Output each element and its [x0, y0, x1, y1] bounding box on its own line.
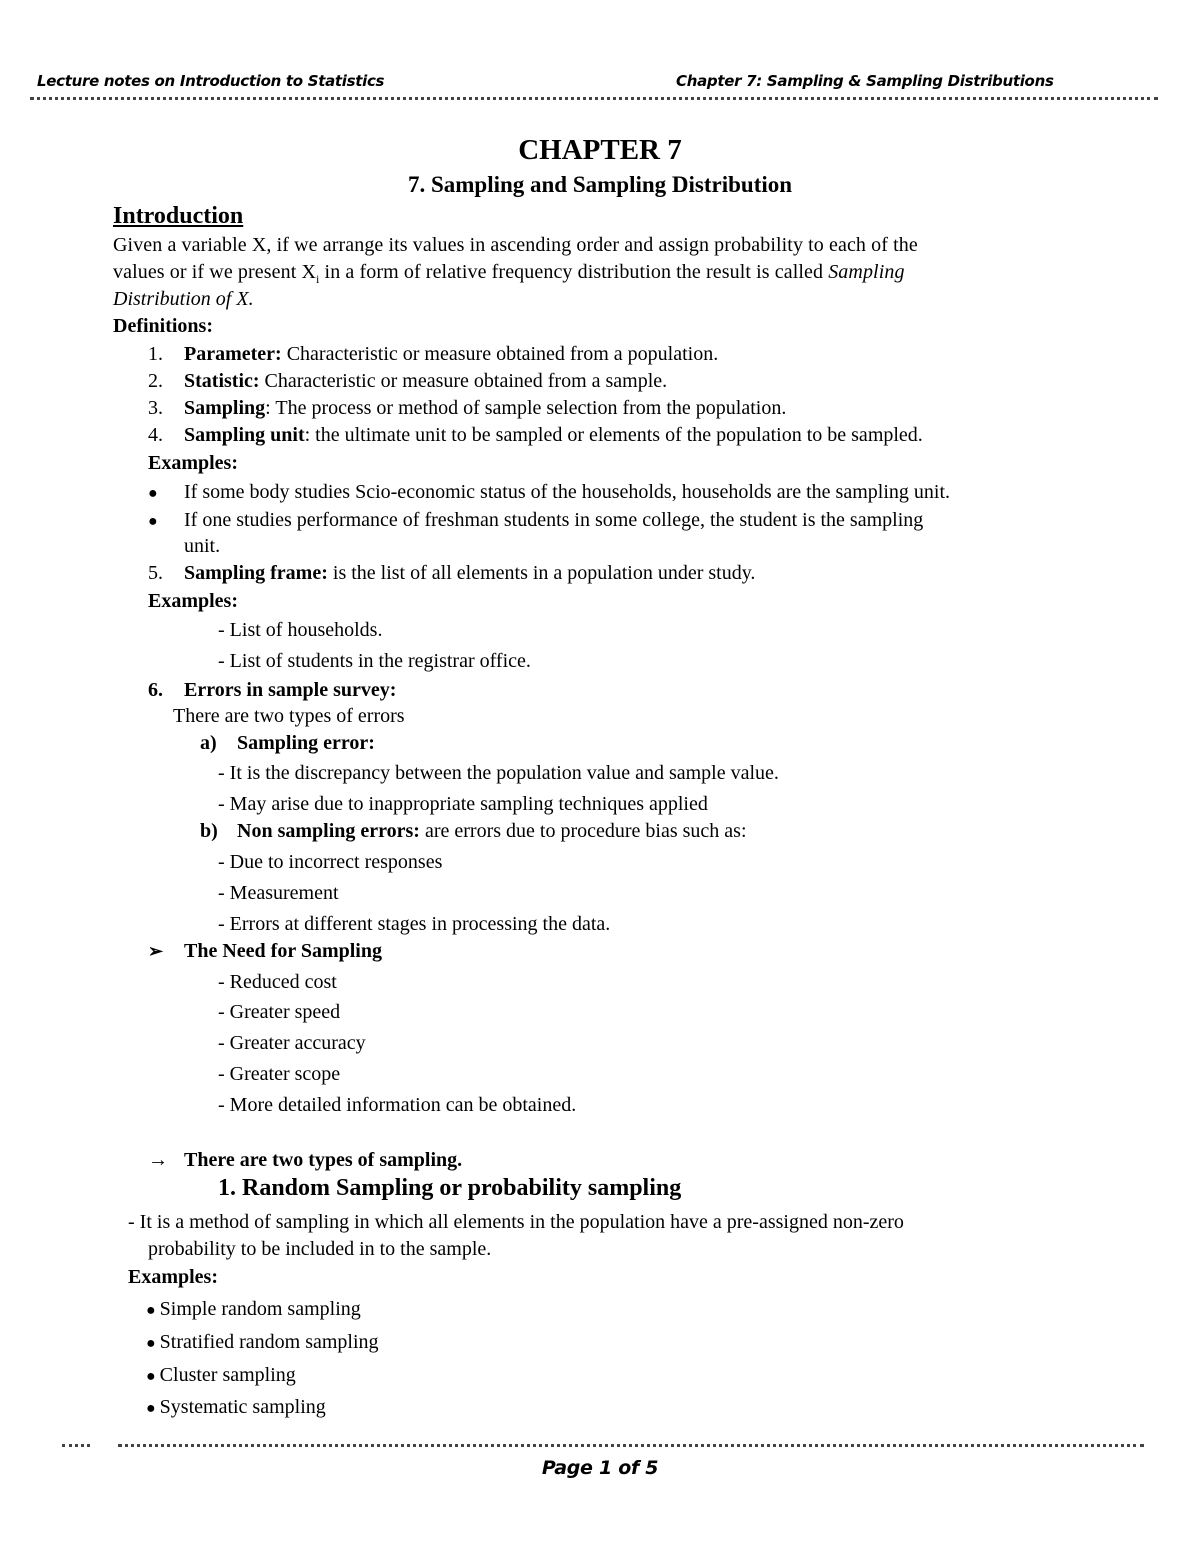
need-heading [148, 940, 382, 963]
non-sampling-error-item-1 [218, 851, 442, 874]
dash-icon: - [218, 619, 230, 641]
definition-text: Characteristic or measure obtained from a sample. [259, 370, 668, 392]
frame-example-text: List of households. [229, 619, 383, 641]
definition-item-2 [148, 370, 667, 393]
error-label: b) [200, 820, 218, 842]
error-item-text: Due to incorrect responses [229, 851, 443, 873]
example-text: If one studies performance of freshman students in some college, the student is the sampling [184, 509, 924, 531]
errors-heading [148, 679, 396, 702]
frame-example-1 [218, 619, 382, 642]
intro-line-1: Given a variable X, if we arrange its values in ascending order and assign probability to each of the [113, 234, 918, 256]
header-divider [30, 97, 1158, 100]
footer-divider [118, 1444, 1144, 1447]
need-title: The Need for Sampling [184, 940, 382, 962]
intro-subscript: i [316, 272, 320, 286]
example-bullet-1 [148, 481, 950, 504]
dash-icon: - [218, 1094, 230, 1116]
definition-text: : The process or method of sample selection from the population. [265, 397, 787, 419]
need-item-5 [218, 1094, 576, 1117]
random-sampling-desc-1 [128, 1211, 904, 1234]
dash-icon: - [218, 650, 230, 672]
definition-term: Statistic: [184, 370, 260, 392]
non-sampling-error-item-2 [218, 882, 339, 905]
bullet-icon: ● [146, 1400, 160, 1417]
intro-line-3: Distribution of X. [113, 288, 254, 310]
error-label: a) [200, 732, 217, 754]
errors-title: Errors in sample survey: [184, 679, 397, 701]
right-arrow-icon: → [148, 1149, 168, 1171]
dash-icon: - [128, 1211, 140, 1233]
definition-text: : the ultimate unit to be sampled or elements of the population to be sampled. [304, 424, 923, 446]
sampling-error-item-2 [218, 793, 708, 816]
frame-example-2 [218, 650, 531, 673]
definition-number: 5. [148, 562, 163, 584]
definition-item-3 [148, 397, 786, 420]
sampling-error-heading [200, 732, 375, 755]
definition-text: Characteristic or measure obtained from a population. [281, 343, 719, 365]
random-example-text: Cluster sampling [159, 1364, 296, 1386]
need-item-text: Greater scope [229, 1063, 341, 1085]
random-example-text: Systematic sampling [159, 1396, 326, 1418]
types-intro-text: There are two types of sampling. [184, 1149, 463, 1171]
error-term: Non sampling errors: [237, 820, 420, 842]
examples-heading-1: Examples: [148, 452, 238, 474]
random-sampling-desc-2: probability to be included in to the sample. [148, 1238, 492, 1260]
types-intro [148, 1149, 462, 1172]
bullet-icon: ● [146, 1302, 160, 1319]
random-example-2 [146, 1331, 379, 1354]
need-item-text: Greater accuracy [229, 1032, 366, 1054]
dash-icon: - [218, 793, 230, 815]
need-item-3 [218, 1032, 366, 1055]
errors-intro: There are two types of errors [173, 705, 405, 727]
dash-icon: - [218, 1001, 230, 1023]
intro-line-2-start: values or if we present X [113, 261, 316, 283]
definition-item-1 [148, 343, 718, 366]
random-example-4 [146, 1396, 326, 1419]
error-item-text: Errors at different stages in processing the data. [229, 913, 611, 935]
definition-item-4 [148, 424, 923, 447]
bullet-icon: ● [146, 1335, 160, 1352]
error-item-text: Measurement [229, 882, 339, 904]
random-sampling-heading: 1. Random Sampling or probability sampling [218, 1175, 682, 1201]
error-text: are errors due to procedure bias such as: [419, 820, 747, 842]
need-item-2 [218, 1001, 340, 1024]
random-example-3 [146, 1364, 296, 1387]
intro-line-2-italic: Sampling [828, 261, 905, 283]
frame-example-text: List of students in the registrar office. [229, 650, 531, 672]
bullet-icon: ● [148, 485, 158, 502]
chapter-subtitle: 7. Sampling and Sampling Distribution [407, 172, 793, 197]
chapter-title: CHAPTER 7 [518, 134, 682, 166]
definition-text: is the list of all elements in a population under study. [327, 562, 756, 584]
examples-heading-2: Examples: [148, 590, 238, 612]
random-example-1 [146, 1298, 361, 1321]
intro-line-2 [113, 261, 905, 287]
random-example-text: Stratified random sampling [159, 1331, 379, 1353]
random-example-text: Simple random sampling [159, 1298, 361, 1320]
dash-icon: - [218, 882, 230, 904]
need-item-text: Reduced cost [229, 971, 337, 993]
dash-icon: - [218, 851, 230, 873]
need-item-1 [218, 971, 337, 994]
error-item-text: It is the discrepancy between the population value and sample value. [229, 762, 779, 784]
definition-term: Sampling [184, 397, 266, 419]
errors-number: 6. [148, 679, 163, 701]
definition-term: Parameter: [184, 343, 282, 365]
intro-heading: Introduction [113, 203, 244, 229]
need-item-4 [218, 1063, 340, 1086]
bullet-icon: ● [148, 513, 158, 530]
footer-divider-short [62, 1444, 90, 1447]
non-sampling-error-item-3 [218, 913, 610, 936]
running-header-right: Chapter 7: Sampling & Sampling Distributions [676, 72, 1054, 90]
definition-term: Sampling unit [184, 424, 305, 446]
dash-icon: - [218, 913, 230, 935]
example-bullet-2 [148, 509, 923, 532]
dash-icon: - [218, 971, 230, 993]
dash-icon: - [218, 1063, 230, 1085]
running-header-left: Lecture notes on Introduction to Statistics [37, 72, 385, 90]
arrowhead-bullet-icon: ➢ [148, 941, 164, 961]
error-term: Sampling error: [237, 732, 375, 754]
definition-term: Sampling frame: [184, 562, 328, 584]
definition-number: 2. [148, 370, 163, 392]
example-bullet-2-cont: unit. [184, 535, 221, 557]
page-number: Page 1 of 5 [541, 1457, 659, 1479]
need-item-text: Greater speed [229, 1001, 341, 1023]
definition-item-5 [148, 562, 755, 585]
sampling-error-item-1 [218, 762, 779, 785]
need-item-text: More detailed information can be obtained. [229, 1094, 577, 1116]
definition-number: 3. [148, 397, 163, 419]
error-item-text: May arise due to inappropriate sampling techniques applied [229, 793, 708, 815]
dash-icon: - [218, 762, 230, 784]
random-examples-heading: Examples: [128, 1266, 218, 1288]
intro-line-2-mid: in a form of relative frequency distribution the result is called [319, 261, 829, 283]
dash-icon: - [218, 1032, 230, 1054]
non-sampling-error-heading [200, 820, 747, 843]
definitions-heading: Definitions: [113, 315, 213, 337]
desc-text: It is a method of sampling in which all elements in the population have a pre-assigned non-zero [139, 1211, 904, 1233]
definition-number: 4. [148, 424, 163, 446]
bullet-icon: ● [146, 1368, 160, 1385]
example-text: If some body studies Scio-economic status of the households, households are the sampling unit. [184, 481, 950, 503]
definition-number: 1. [148, 343, 163, 365]
